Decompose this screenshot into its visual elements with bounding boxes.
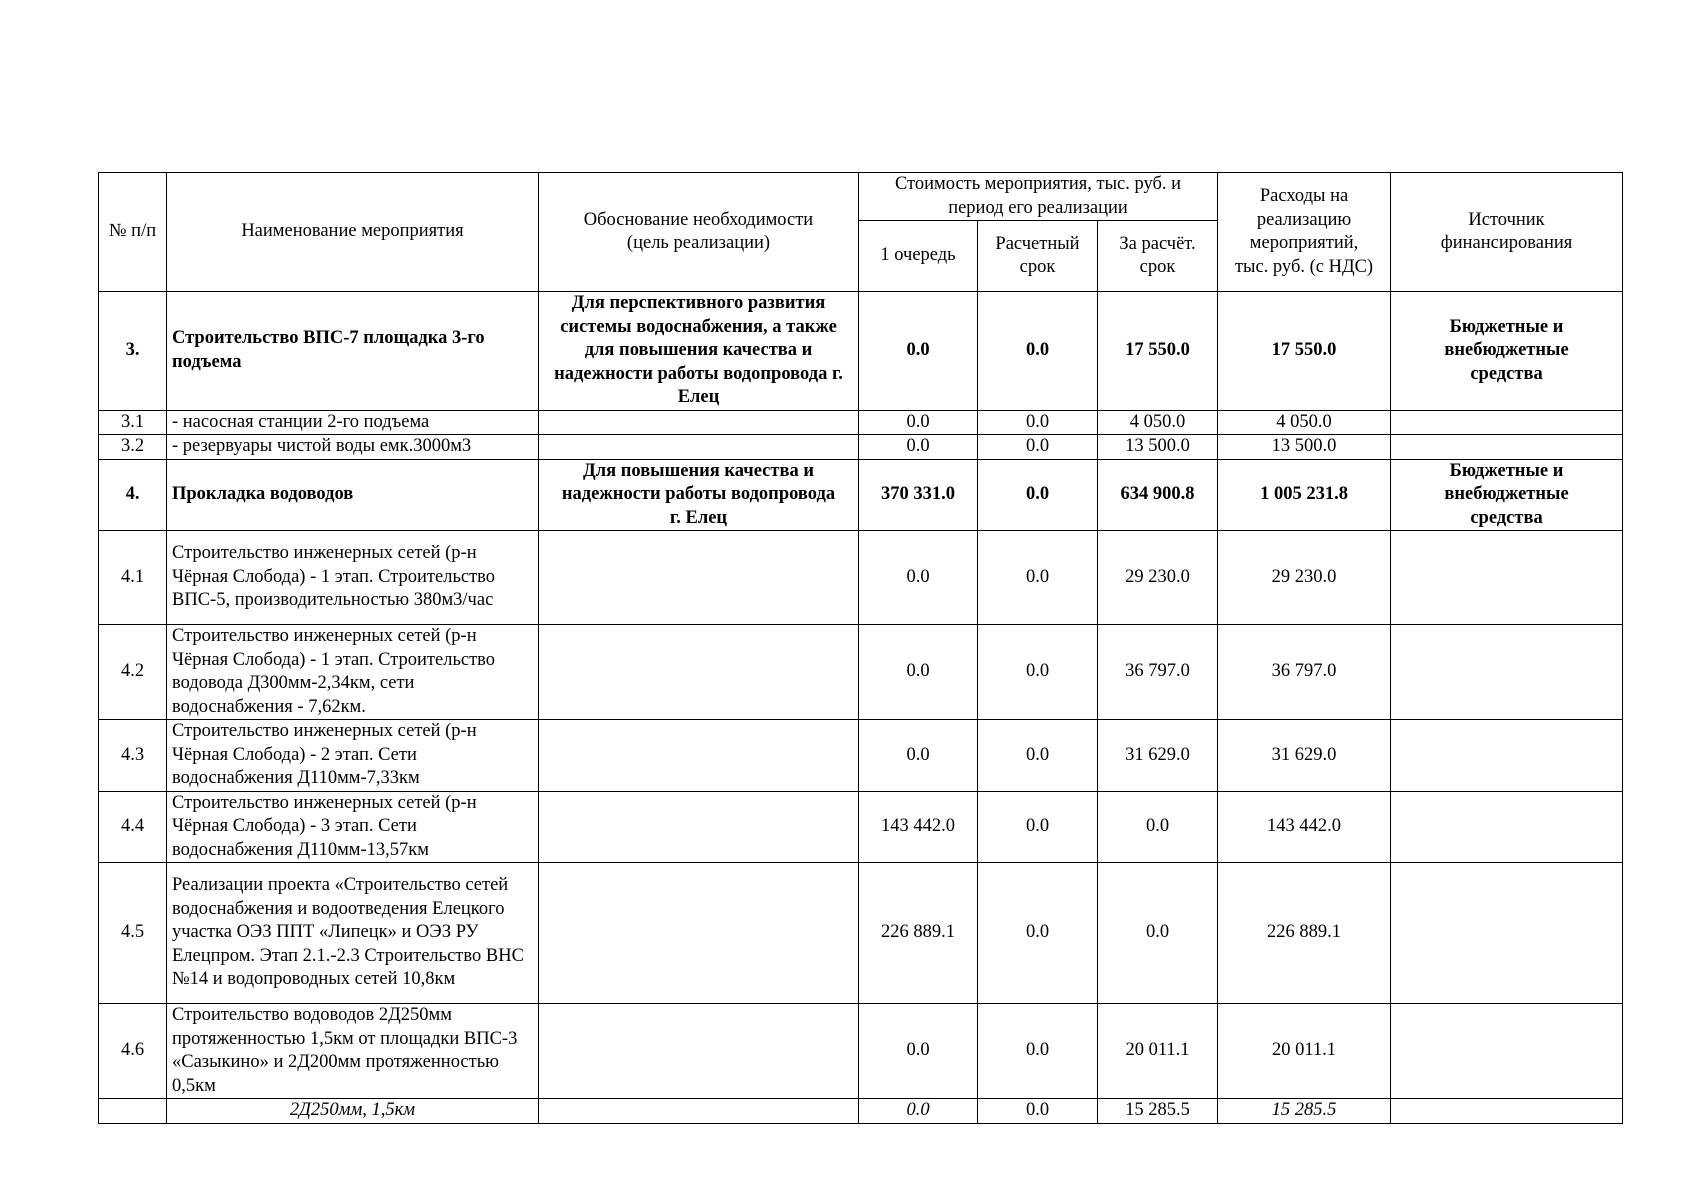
row-stage1: 0.0 (859, 1099, 978, 1124)
table-row (99, 410, 1623, 435)
row-name: Реализации проекта «Строительство сетей водоснабжения и водоотведения Елецкого участка ОЭЗ ППТ «Липецк» и ОЭЗ РУ Елецпром. Этап 2.1.-2.3 Строительство ВНС №14 и водопроводных сетей 10,8км (167, 863, 539, 1004)
row-for-calc-term: 0.0 (1098, 791, 1218, 863)
header-stage1: 1 очередь (859, 221, 978, 292)
row-expenses: 226 889.1 (1218, 863, 1391, 1004)
row-source: Бюджетные и внебюджетные средства (1391, 459, 1623, 531)
table-row (99, 863, 1623, 1004)
row-source (1391, 625, 1623, 720)
row-num: 3.2 (99, 435, 167, 460)
row-expenses: 143 442.0 (1218, 791, 1391, 863)
row-expenses: 31 629.0 (1218, 720, 1391, 792)
row-justification (539, 863, 859, 1004)
row-for-calc-term: 31 629.0 (1098, 720, 1218, 792)
row-calc-term: 0.0 (978, 1004, 1098, 1099)
table-row (99, 292, 1623, 411)
row-stage1: 0.0 (859, 531, 978, 625)
table-row (99, 625, 1623, 720)
header-name: Наименование мероприятия (167, 173, 539, 292)
row-source (1391, 791, 1623, 863)
row-expenses: 13 500.0 (1218, 435, 1391, 460)
row-stage1: 0.0 (859, 410, 978, 435)
row-source (1391, 1004, 1623, 1099)
row-name: Строительство водоводов 2Д250мм протяженностью 1,5км от площадки ВПС-3 «Сазыкино» и 2Д200мм протяженностью 0,5км (167, 1004, 539, 1099)
row-expenses: 29 230.0 (1218, 531, 1391, 625)
row-name: Строительство инженерных сетей (р-н Чёрная Слобода) - 1 этап. Строительство водовода Д300мм-2,34км, сети водоснабжения - 7,62км. (167, 625, 539, 720)
row-for-calc-term: 0.0 (1098, 863, 1218, 1004)
row-num: 4. (99, 459, 167, 531)
row-calc-term: 0.0 (978, 625, 1098, 720)
row-justification (539, 410, 859, 435)
row-num: 3.1 (99, 410, 167, 435)
header-justification: Обоснование необходимости (цель реализации) (539, 173, 859, 292)
row-for-calc-term: 29 230.0 (1098, 531, 1218, 625)
row-justification (539, 625, 859, 720)
row-for-calc-term: 15 285.5 (1098, 1099, 1218, 1124)
row-calc-term: 0.0 (978, 459, 1098, 531)
row-source (1391, 410, 1623, 435)
row-expenses: 1 005 231.8 (1218, 459, 1391, 531)
row-name: Строительство инженерных сетей (р-н Чёрная Слобода) - 1 этап. Строительство ВПС-5, производительностью 380м3/час (167, 531, 539, 625)
row-justification (539, 435, 859, 460)
row-justification (539, 531, 859, 625)
row-expenses: 36 797.0 (1218, 625, 1391, 720)
row-stage1: 0.0 (859, 1004, 978, 1099)
row-stage1: 0.0 (859, 292, 978, 411)
table-row (99, 531, 1623, 625)
row-for-calc-term: 13 500.0 (1098, 435, 1218, 460)
row-source (1391, 1099, 1623, 1124)
table-body (99, 292, 1623, 1124)
measures-table (98, 172, 1623, 1124)
row-calc-term: 0.0 (978, 531, 1098, 625)
row-calc-term: 0.0 (978, 410, 1098, 435)
row-source (1391, 863, 1623, 1004)
row-calc-term: 0.0 (978, 720, 1098, 792)
row-justification: Для повышения качества и надежности работы водопровода г. Елец (539, 459, 859, 531)
row-stage1: 0.0 (859, 720, 978, 792)
row-calc-term: 0.0 (978, 1099, 1098, 1124)
header-expenses: Расходы на реализацию мероприятий, тыс. руб. (с НДС) (1218, 173, 1391, 292)
row-source: Бюджетные и внебюджетные средства (1391, 292, 1623, 411)
row-calc-term: 0.0 (978, 791, 1098, 863)
row-num (99, 1099, 167, 1124)
row-for-calc-term: 17 550.0 (1098, 292, 1218, 411)
row-justification (539, 720, 859, 792)
row-name: Прокладка водоводов (167, 459, 539, 531)
row-num: 4.6 (99, 1004, 167, 1099)
row-num: 4.5 (99, 863, 167, 1004)
table-row (99, 1099, 1623, 1124)
header-calc-term: Расчетный срок (978, 221, 1098, 292)
header-for-calc-term: За расчёт. срок (1098, 221, 1218, 292)
row-expenses: 4 050.0 (1218, 410, 1391, 435)
table-row (99, 720, 1623, 792)
row-num: 4.4 (99, 791, 167, 863)
row-num: 4.3 (99, 720, 167, 792)
row-for-calc-term: 4 050.0 (1098, 410, 1218, 435)
row-stage1: 370 331.0 (859, 459, 978, 531)
row-name: - насосная станции 2-го подъема (167, 410, 539, 435)
row-source (1391, 435, 1623, 460)
row-name: Строительство инженерных сетей (р-н Чёрная Слобода) - 3 этап. Сети водоснабжения Д110мм-13,57км (167, 791, 539, 863)
row-expenses: 15 285.5 (1218, 1099, 1391, 1124)
row-calc-term: 0.0 (978, 863, 1098, 1004)
row-name: Строительство инженерных сетей (р-н Чёрная Слобода) - 2 этап. Сети водоснабжения Д110мм-7,33км (167, 720, 539, 792)
document-page (98, 172, 1622, 1124)
row-justification (539, 791, 859, 863)
row-num: 4.1 (99, 531, 167, 625)
row-stage1: 0.0 (859, 435, 978, 460)
row-name: - резервуары чистой воды емк.3000м3 (167, 435, 539, 460)
row-name: Строительство ВПС-7 площадка 3-го подъема (167, 292, 539, 411)
row-for-calc-term: 20 011.1 (1098, 1004, 1218, 1099)
header-cost-group: Стоимость мероприятия, тыс. руб. и период его реализации (859, 173, 1218, 221)
row-stage1: 0.0 (859, 625, 978, 720)
row-expenses: 17 550.0 (1218, 292, 1391, 411)
row-calc-term: 0.0 (978, 435, 1098, 460)
row-source (1391, 531, 1623, 625)
row-calc-term: 0.0 (978, 292, 1098, 411)
table-row (99, 435, 1623, 460)
header-num: № п/п (99, 173, 167, 292)
table-row (99, 1004, 1623, 1099)
row-name: 2Д250мм, 1,5км (167, 1099, 539, 1124)
table-row (99, 791, 1623, 863)
row-stage1: 143 442.0 (859, 791, 978, 863)
row-num: 3. (99, 292, 167, 411)
row-expenses: 20 011.1 (1218, 1004, 1391, 1099)
row-justification: Для перспективного развития системы водоснабжения, а также для повышения качества и надежности работы водопровода г. Елец (539, 292, 859, 411)
table-row (99, 459, 1623, 531)
row-stage1: 226 889.1 (859, 863, 978, 1004)
table-header (99, 173, 1623, 292)
row-for-calc-term: 634 900.8 (1098, 459, 1218, 531)
header-source: Источник финансирования (1391, 173, 1623, 292)
row-justification (539, 1099, 859, 1124)
row-num: 4.2 (99, 625, 167, 720)
row-source (1391, 720, 1623, 792)
row-for-calc-term: 36 797.0 (1098, 625, 1218, 720)
row-justification (539, 1004, 859, 1099)
